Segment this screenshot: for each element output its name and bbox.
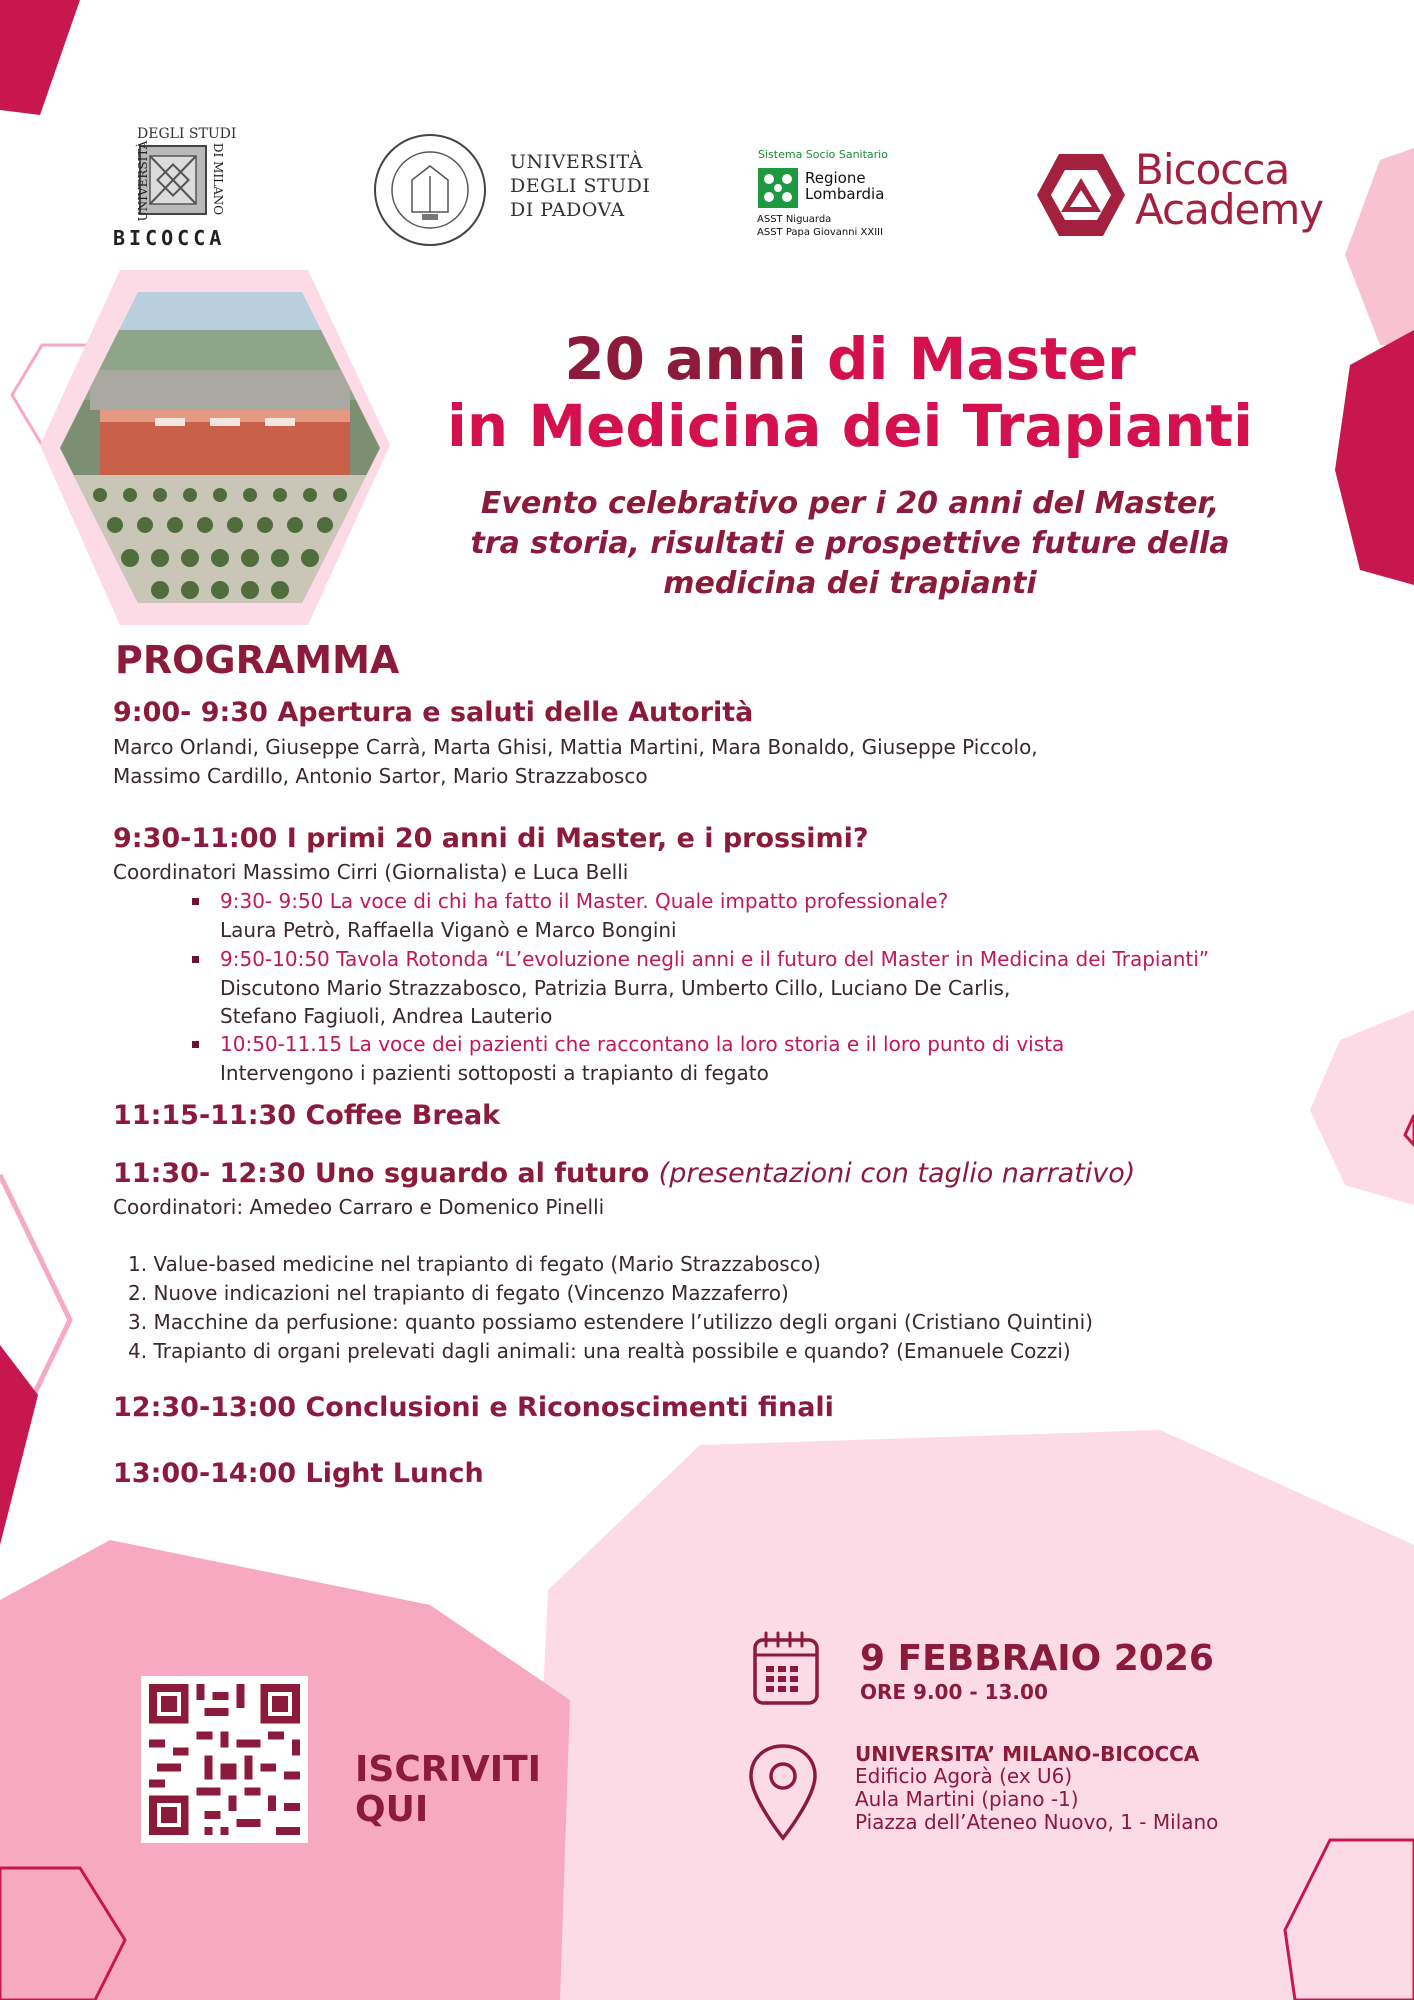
cta-line1: ISCRIVITI [355,1749,542,1790]
regione-asst2: ASST Papa Giovanni XXIII [757,227,884,238]
cta-line2: QUI [355,1789,429,1830]
regione-rose-icon [758,168,798,208]
slot2-item-title: 10:50-11.15 La voce dei pazienti che raccontano la loro storia e il loro punto di vista [220,1032,1065,1056]
padova-line1: UNIVERSITÀ [510,151,643,173]
slot6-title: 13:00-14:00 Light Lunch [113,1458,484,1489]
academy-name [1135,145,1324,234]
venue-line: Piazza dell’Ateneo Nuovo, 1 - Milano [855,1810,1219,1834]
slot2-item-speakers: Stefano Fagiuoli, Andrea Lauterio [220,1004,553,1028]
venue-line: Edificio Agorà (ex U6) [855,1764,1073,1788]
unimib-vertical-text: UNIVERSITÀ [136,140,150,222]
slot4-note: (presentazioni con taglio narrativo) [658,1158,1136,1189]
slot1-line2: Massimo Cardillo, Antonio Sartor, Mario Strazzabosco [113,764,648,788]
slot4-talk-list [128,1250,1093,1366]
talk-item: 2. Nuove indicazioni nel trapianto di fegato (Vincenzo Mazzaferro) [128,1281,789,1305]
academy-line2: Academy [1135,185,1324,234]
slot1-title: 9:00- 9:30 Apertura e saluti delle Autorità [113,697,754,728]
padova-seal-icon [372,132,488,248]
venue-line: Aula Martini (piano -1) [855,1787,1079,1811]
talk-item: 1. Value-based medicine nel trapianto di fegato (Mario Strazzabosco) [128,1252,821,1276]
padova-name [510,150,650,222]
title-part2: di Master [827,325,1136,393]
bullet-square-icon [192,1041,199,1048]
slot2-item-title: 9:30- 9:50 La voce di chi ha fatto il Master. Quale impatto professionale? [220,889,949,913]
registration-qr-code[interactable] [141,1676,308,1843]
slot2-coordinators: Coordinatori Massimo Cirri (Giornalista) e Luca Belli [113,860,629,884]
slot2-item-speakers: Laura Petrò, Raffaella Viganò e Marco Bongini [220,918,677,942]
bullet-square-icon [192,898,199,905]
event-title-line2: in Medicina dei Trapianti [447,392,1253,460]
slot1-line1: Marco Orlandi, Giuseppe Carrà, Marta Ghisi, Mattia Martini, Mara Bonaldo, Giuseppe Piccolo, [113,735,1038,759]
title-part1: 20 anni [564,325,807,393]
subtitle-line2: tra storia, risultati e prospettive future della [470,526,1230,561]
slot4-title-row [113,1158,1135,1189]
event-hours: ORE 9.00 - 13.00 [860,1680,1048,1704]
regione-header: Sistema Socio Sanitario [758,148,888,161]
slot4-title: 11:30- 12:30 Uno sguardo al futuro [113,1158,650,1189]
program-heading: PROGRAMMA [115,638,400,682]
slot3-title: 11:15-11:30 Coffee Break [113,1100,501,1131]
talk-item: 4. Trapianto di organi prelevati dagli animali: una realtà possibile e quando? (Emanuele Cozzi) [128,1339,1071,1363]
campus-photo [60,290,380,605]
event-subtitle [390,484,1310,604]
slot1-speakers [113,733,1038,791]
bullet-square-icon [192,956,199,963]
regione-line2: Lombardia [805,185,885,203]
unimib-side-text: DI MILANO [211,142,225,216]
location-pin-icon [747,1742,819,1842]
academy-line1: Bicocca [1135,145,1290,194]
slot4-coordinators: Coordinatori: Amedeo Carraro e Domenico Pinelli [113,1195,605,1219]
subtitle-line3: medicina dei trapianti [663,566,1037,601]
academy-hex-icon [1035,150,1127,240]
talk-item: 3. Macchine da perfusione: quanto possiamo estendere l’utilizzo degli organi (Cristiano Quintini) [128,1310,1093,1334]
calendar-icon [752,1630,820,1706]
slot2-item-title: 9:50-10:50 Tavola Rotonda “L’evoluzione negli anni e il futuro del Master in Medicina dei Trapianti” [220,947,1210,971]
register-cta[interactable] [355,1750,541,1830]
regione-asst [757,213,883,239]
event-date: 9 FEBBRAIO 2026 [860,1638,1214,1679]
slot2-item-speakers: Discutono Mario Strazzabosco, Patrizia Burra, Umberto Cillo, Luciano De Carlis, [220,976,1011,1000]
unimib-top-text: DEGLI STUDI [137,126,237,142]
unimib-bottom-text: BICOCCA [113,226,226,250]
slot2-title: 9:30-11:00 I primi 20 anni di Master, e i prossimi? [113,823,869,854]
padova-line3: DI PADOVA [510,199,625,221]
regione-asst1: ASST Niguarda [757,214,832,225]
venue-name: UNIVERSITA’ MILANO-BICOCCA [855,1742,1200,1766]
regione-name [805,170,884,202]
regione-line1: Regione [805,169,866,187]
subtitle-line1: Evento celebrativo per i 20 anni del Master, [480,486,1220,521]
event-title-line1 [400,326,1300,392]
padova-seal-text [380,256,480,257]
padova-line2: DEGLI STUDI [510,175,651,197]
slot5-title: 12:30-13:00 Conclusioni e Riconoscimenti finali [113,1392,834,1423]
slot2-item-speakers: Intervengono i pazienti sottoposti a trapianto di fegato [220,1061,769,1085]
